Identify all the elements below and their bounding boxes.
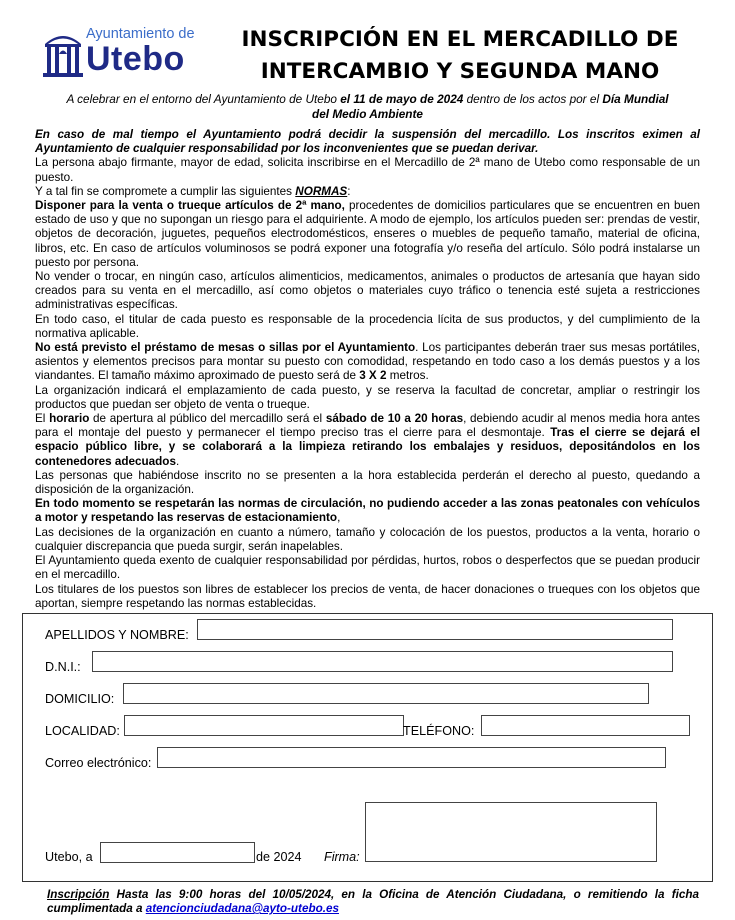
norm-schedule: El horario de apertura al público del mercadillo será el sábado de 10 a 20 horas, debiendo acudir al menos media hora antes para el montaje del puesto y permanecer el tiempo preciso tras el cierre para el desmontaje. Tras el cierre se dejará el espacio público libre, y se colaborará a la limpieza retirando los embalajes y residuos, depositándolos en los contenedores adecuados. xyxy=(35,412,701,468)
telefono-field[interactable] xyxy=(481,715,690,736)
day-month-field[interactable] xyxy=(100,842,255,863)
subtitle-event: Día Mundial del Medio Ambiente xyxy=(312,92,669,121)
title-line-1: INSCRIPCIÓN EN EL MERCADILLO DE xyxy=(241,27,679,52)
norm-prices: Los titulares de los puestos son libres de establecer los precios de venta, de hacer donaciones o trueques con los objetos que aportan, siempre respetando las normas establecidas. xyxy=(35,582,700,610)
telefono-label: TELÉFONO: xyxy=(403,724,475,738)
event-subtitle xyxy=(60,92,675,121)
title-line-2: INTERCAMBIO Y SEGUNDA MANO xyxy=(260,59,660,84)
norm-responsibility: En todo caso, el titular de cada puesto es responsable de la procedencia lícita de sus productos, y del cumplimiento de la normativa aplicable. xyxy=(35,312,700,340)
subtitle-text-2: dentro de los actos por el xyxy=(463,92,603,106)
localidad-field[interactable] xyxy=(124,715,404,736)
apellidos-label: APELLIDOS Y NOMBRE: xyxy=(45,628,189,642)
paragraph-norms-intro: Y a tal fin se compromete a cumplir las siguientes NORMAS: xyxy=(35,184,351,198)
correo-field[interactable] xyxy=(157,747,666,768)
norm-decisions: Las decisiones de la organización en cuanto a número, tamaño y colocación de los puestos, productos a la venta, horario o cualquier discrepancia que pueda surgir, serán inapelables. xyxy=(35,525,700,553)
paragraph-request: La persona abajo firmante, mayor de edad, solicita inscribirse en el Mercadillo de 2ª mano de Utebo como responsable de un puesto. xyxy=(35,156,700,184)
rules-body xyxy=(35,128,700,611)
weather-warning: En caso de mal tiempo el Ayuntamiento podrá decidir la suspensión del mercadillo. Los inscritos eximen al Ayuntamiento de cualquier responsabilidad por los inconvenientes que se puedan derivar. xyxy=(35,128,700,156)
year-label: de 2024 xyxy=(256,850,302,864)
domicilio-label: DOMICILIO: xyxy=(45,692,115,706)
registration-form xyxy=(22,613,713,882)
town-hall-icon xyxy=(42,30,84,78)
norm-liability: El Ayuntamiento queda exento de cualquier responsabilidad por pérdidas, hurtos, robos o desperfectos que se puedan producir en el mercadillo. xyxy=(35,554,700,582)
correo-label: Correo electrónico: xyxy=(45,756,152,770)
utebo-date-label: Utebo, a xyxy=(45,850,93,864)
norm-traffic: En todo momento se respetarán las normas de circulación, no pudiendo acceder a las zonas peatonales con vehículos a motor y respetando las reservas de estacionamiento, xyxy=(35,497,700,525)
norm-no-show: Las personas que habiéndose inscrito no se presenten a la hora establecida perderán el derecho al puesto, quedando a disposición de la organización. xyxy=(35,468,700,497)
norm-prohibited: No vender o trocar, en ningún caso, artículos alimenticios, medicamentos, animales o productos de artesanía que hayan sido creados para su venta en el mercadillo, así como objetos o materiales cuyo tráfico o tenencia esté sujeta a restricciones administrativas específicas. xyxy=(35,270,700,312)
footer-label: Inscripción xyxy=(47,888,110,901)
email-link[interactable]: atencionciudadana@ayto-utebo.es xyxy=(145,902,339,915)
norm-tables: No está previsto el préstamo de mesas o sillas por el Ayuntamiento. Los participantes deberán traer sus mesas portátiles, asientos y elementos precisos para montar su puesto con comodidad, respetando en todo caso a los demás puestos y a los viandantes. El tamaño máximo aproximado de puesto será de 3 X 2 metros. xyxy=(35,341,700,383)
utebo-logo xyxy=(42,26,212,80)
signature-box[interactable] xyxy=(365,802,657,862)
apellidos-field[interactable] xyxy=(197,619,673,640)
footer-text: Hasta las 9:00 horas del 10/05/2024, en la Oficina de Atención Ciudadana, o remitiendo la ficha cumplimentada a xyxy=(47,888,699,915)
logo-subtitle: Ayuntamiento de xyxy=(86,26,195,42)
dni-field[interactable] xyxy=(92,651,673,672)
subtitle-text: A celebrar en el entorno del Ayuntamiento de Utebo xyxy=(66,92,341,106)
domicilio-field[interactable] xyxy=(123,683,649,704)
page-title xyxy=(215,24,705,88)
subtitle-date: el 11 de mayo de 2024 xyxy=(340,92,464,106)
footer-note xyxy=(47,888,699,916)
localidad-label: LOCALIDAD: xyxy=(45,724,120,738)
dni-label: D.N.I.: xyxy=(45,660,81,674)
logo-name: Utebo xyxy=(86,40,185,78)
norm-second-hand: Disponer para la venta o trueque artículos de 2ª mano, procedentes de domicilios particulares que se encuentren en buen estado de uso y que no supongan un riesgo para el adquiriente. A modo de ejemplo, los artículos pueden ser: prendas de vestir, objetos de decoración, juguetes, pequeños electrodomésticos, enseres o muebles de pequeño tamaño, material de oficina, libros, etc. En caso de artículos voluminosos se podrá exponer una fotografía y/o reseña del artículo. Sólo podrá instalarse un puesto por persona. xyxy=(35,199,700,269)
firma-label: Firma: xyxy=(324,850,360,864)
norm-location: La organización indicará el emplazamiento de cada puesto, y se reserva la facultad de concretar, ampliar o restringir los productos que puedan ser objeto de venta o trueque. xyxy=(35,383,700,411)
